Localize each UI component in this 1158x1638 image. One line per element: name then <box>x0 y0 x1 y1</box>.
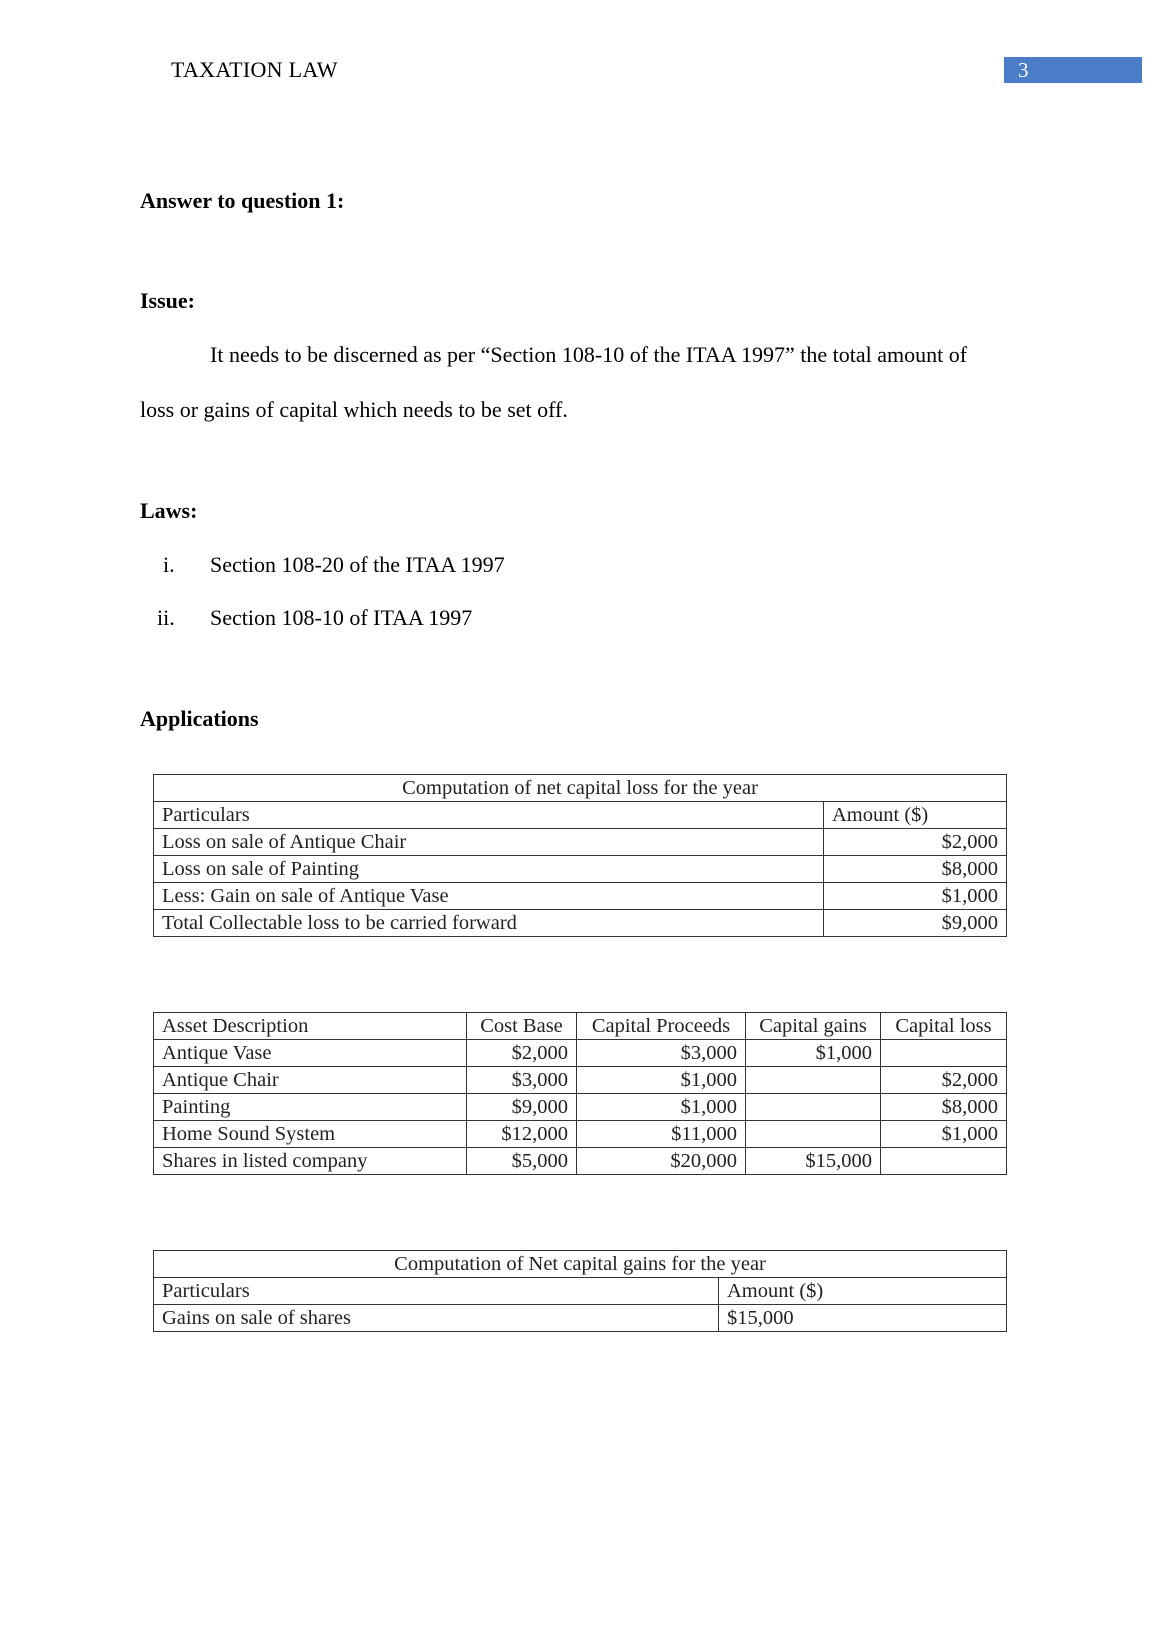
table-title: Computation of net capital loss for the year <box>154 775 1007 802</box>
table-cell: Total Collectable loss to be carried forward <box>154 910 824 937</box>
column-header: Cost Base <box>467 1013 577 1040</box>
table-cell: Antique Vase <box>154 1040 467 1067</box>
table-title-row <box>154 775 1007 802</box>
table-cell: $20,000 <box>577 1148 746 1175</box>
table-cell: $1,000 <box>577 1094 746 1121</box>
table-cell: $11,000 <box>577 1121 746 1148</box>
table-cell: $5,000 <box>467 1148 577 1175</box>
net-capital-gains-table <box>153 1250 1007 1332</box>
table-row <box>154 1148 1007 1175</box>
table-cell: Painting <box>154 1094 467 1121</box>
table-row <box>154 1121 1007 1148</box>
net-capital-loss-table <box>153 774 1007 937</box>
table-cell: $3,000 <box>577 1040 746 1067</box>
laws-item-marker: ii. <box>157 605 175 630</box>
table-cell: $1,000 <box>881 1121 1007 1148</box>
table-cell: Home Sound System <box>154 1121 467 1148</box>
applications-heading: Applications <box>140 706 259 731</box>
table-cell: $15,000 <box>746 1148 881 1175</box>
laws-item-text: Section 108-10 of ITAA 1997 <box>210 605 473 630</box>
table-cell: Less: Gain on sale of Antique Vase <box>154 883 824 910</box>
table-cell: $12,000 <box>467 1121 577 1148</box>
asset-gains-losses-table <box>153 1012 1007 1175</box>
table-cell: $1,000 <box>824 883 1007 910</box>
column-header: Particulars <box>154 1278 719 1305</box>
table-cell: Shares in listed company <box>154 1148 467 1175</box>
table-cell: $2,000 <box>824 829 1007 856</box>
laws-item-marker: i. <box>163 552 175 577</box>
table-header-row <box>154 1278 1007 1305</box>
laws-heading: Laws: <box>140 498 198 523</box>
table-cell: $2,000 <box>467 1040 577 1067</box>
table-cell <box>881 1040 1007 1067</box>
table-title: Computation of Net capital gains for the year <box>154 1251 1007 1278</box>
table-cell: $3,000 <box>467 1067 577 1094</box>
table-row <box>154 883 1007 910</box>
table-cell: $9,000 <box>467 1094 577 1121</box>
column-header: Capital Proceeds <box>577 1013 746 1040</box>
table-cell: Loss on sale of Antique Chair <box>154 829 824 856</box>
issue-heading: Issue: <box>140 288 196 313</box>
table-cell: Loss on sale of Painting <box>154 856 824 883</box>
table-row <box>154 829 1007 856</box>
answer-heading: Answer to question 1: <box>140 188 345 213</box>
table-cell: $8,000 <box>824 856 1007 883</box>
column-header: Amount ($) <box>719 1278 1007 1305</box>
table-cell: $15,000 <box>719 1305 1007 1332</box>
table-cell: Antique Chair <box>154 1067 467 1094</box>
table-cell: Gains on sale of shares <box>154 1305 719 1332</box>
table-cell: $1,000 <box>746 1040 881 1067</box>
table-header-row <box>154 802 1007 829</box>
column-header: Capital gains <box>746 1013 881 1040</box>
column-header: Amount ($) <box>824 802 1007 829</box>
column-header: Capital loss <box>881 1013 1007 1040</box>
table-cell <box>746 1094 881 1121</box>
table-row <box>154 910 1007 937</box>
table-header-row <box>154 1013 1007 1040</box>
table-title-row <box>154 1251 1007 1278</box>
table-cell: $1,000 <box>577 1067 746 1094</box>
table-cell: $2,000 <box>881 1067 1007 1094</box>
page-number-badge: 3 <box>1004 57 1142 83</box>
table-cell: $9,000 <box>824 910 1007 937</box>
laws-item-text: Section 108-20 of the ITAA 1997 <box>210 552 505 577</box>
running-header-title: TAXATION LAW <box>171 57 338 82</box>
table-cell: $8,000 <box>881 1094 1007 1121</box>
table-row <box>154 1067 1007 1094</box>
table-row <box>154 1040 1007 1067</box>
issue-paragraph-line2: loss or gains of capital which needs to be set off. <box>140 397 568 422</box>
column-header: Asset Description <box>154 1013 467 1040</box>
table-cell <box>746 1067 881 1094</box>
issue-paragraph-line1: It needs to be discerned as per “Section 108-10 of the ITAA 1997” the total amount of <box>210 342 968 367</box>
table-cell <box>881 1148 1007 1175</box>
column-header: Particulars <box>154 802 824 829</box>
table-row <box>154 1305 1007 1332</box>
table-cell <box>746 1121 881 1148</box>
table-row <box>154 856 1007 883</box>
table-row <box>154 1094 1007 1121</box>
